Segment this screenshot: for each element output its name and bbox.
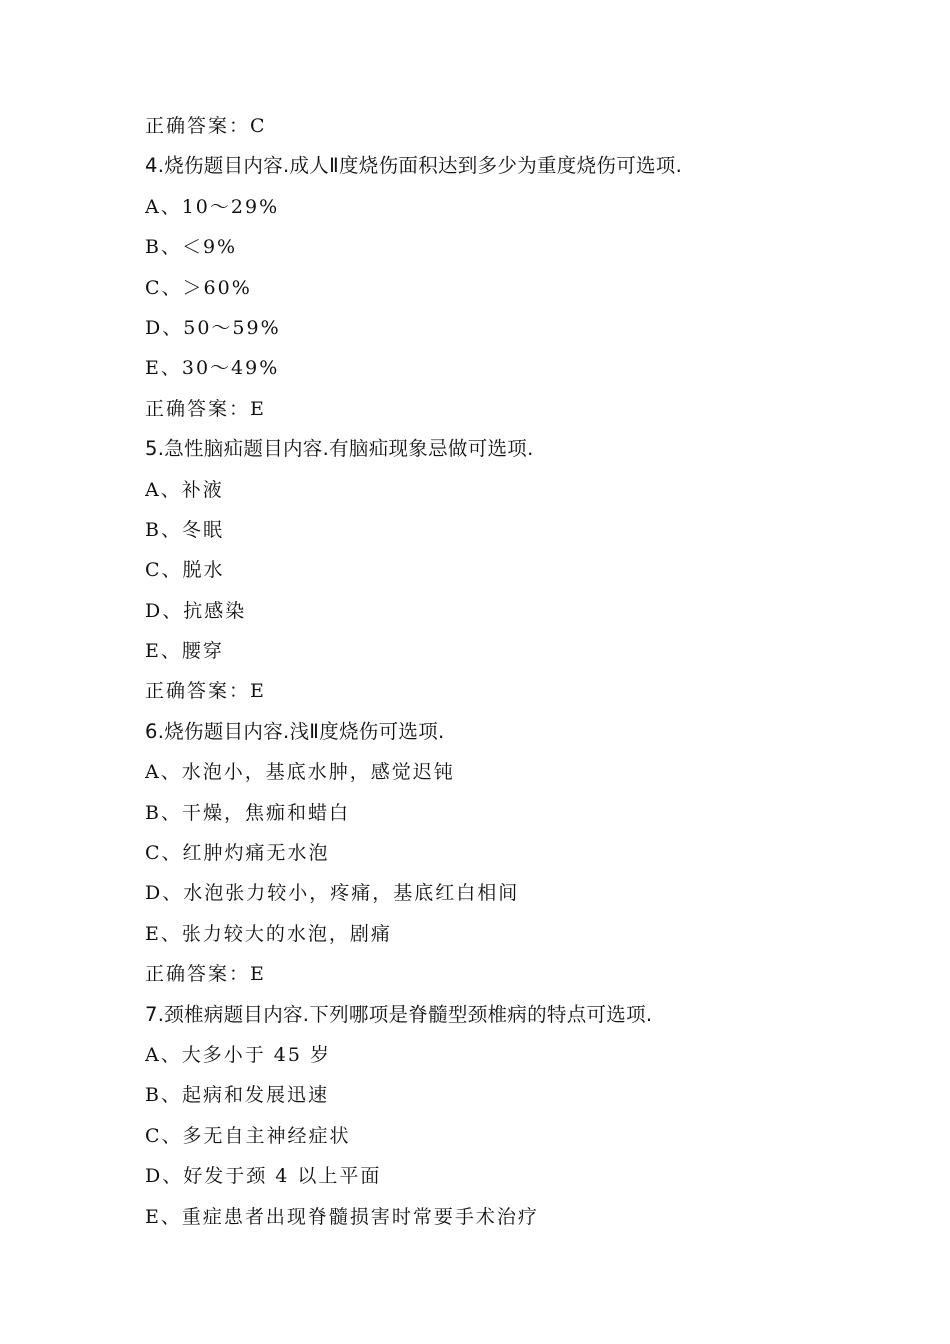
answer-option: A、补液 xyxy=(145,478,224,501)
correct-answer: 正确答案：E xyxy=(145,963,266,986)
answer-option: B、起病和发展迅速 xyxy=(145,1084,329,1107)
correct-answer: 正确答案：E xyxy=(145,680,266,703)
answer-option: A、水泡小，基底水肿，感觉迟钝 xyxy=(145,761,455,784)
answer-option: C、脱水 xyxy=(145,559,225,582)
answer-option: B、＜9% xyxy=(145,236,238,259)
answer-option: D、抗感染 xyxy=(145,599,247,622)
correct-answer: 正确答案：E xyxy=(145,397,266,420)
question-title: 6.烧伤题目内容.浅Ⅱ度烧伤可选项. xyxy=(145,719,445,743)
answer-option: D、50～59% xyxy=(145,316,281,339)
question-list xyxy=(145,106,905,1237)
answer-option: D、水泡张力较小，疼痛，基底红白相间 xyxy=(145,882,520,905)
answer-option: B、干燥，焦痂和蜡白 xyxy=(145,801,350,824)
answer-option: B、冬眠 xyxy=(145,518,224,541)
question-title: 5.急性脑疝题目内容.有脑疝现象忌做可选项. xyxy=(145,437,534,461)
answer-option: A、10～29% xyxy=(145,195,280,218)
question-title: 4.烧伤题目内容.成人Ⅱ度烧伤面积达到多少为重度烧伤可选项. xyxy=(145,154,683,178)
answer-option: E、张力较大的水泡，剧痛 xyxy=(145,922,392,945)
answer-option: E、腰穿 xyxy=(145,640,224,663)
correct-answer: 正确答案：C xyxy=(145,115,267,137)
answer-option: C、红肿灼痛无水泡 xyxy=(145,842,330,865)
answer-option: E、30～49% xyxy=(145,357,280,380)
answer-option: A、大多小于 45 岁 xyxy=(145,1043,331,1066)
answer-option: E、重症患者出现脊髓损害时常要手术治疗 xyxy=(145,1205,539,1228)
answer-option: C、＞60% xyxy=(145,276,252,299)
answer-option: D、好发于颈 4 以上平面 xyxy=(145,1165,382,1188)
question-title: 7.颈椎病题目内容.下列哪项是脊髓型颈椎病的特点可选项. xyxy=(145,1002,653,1026)
answer-option: C、多无自主神经症状 xyxy=(145,1124,351,1147)
